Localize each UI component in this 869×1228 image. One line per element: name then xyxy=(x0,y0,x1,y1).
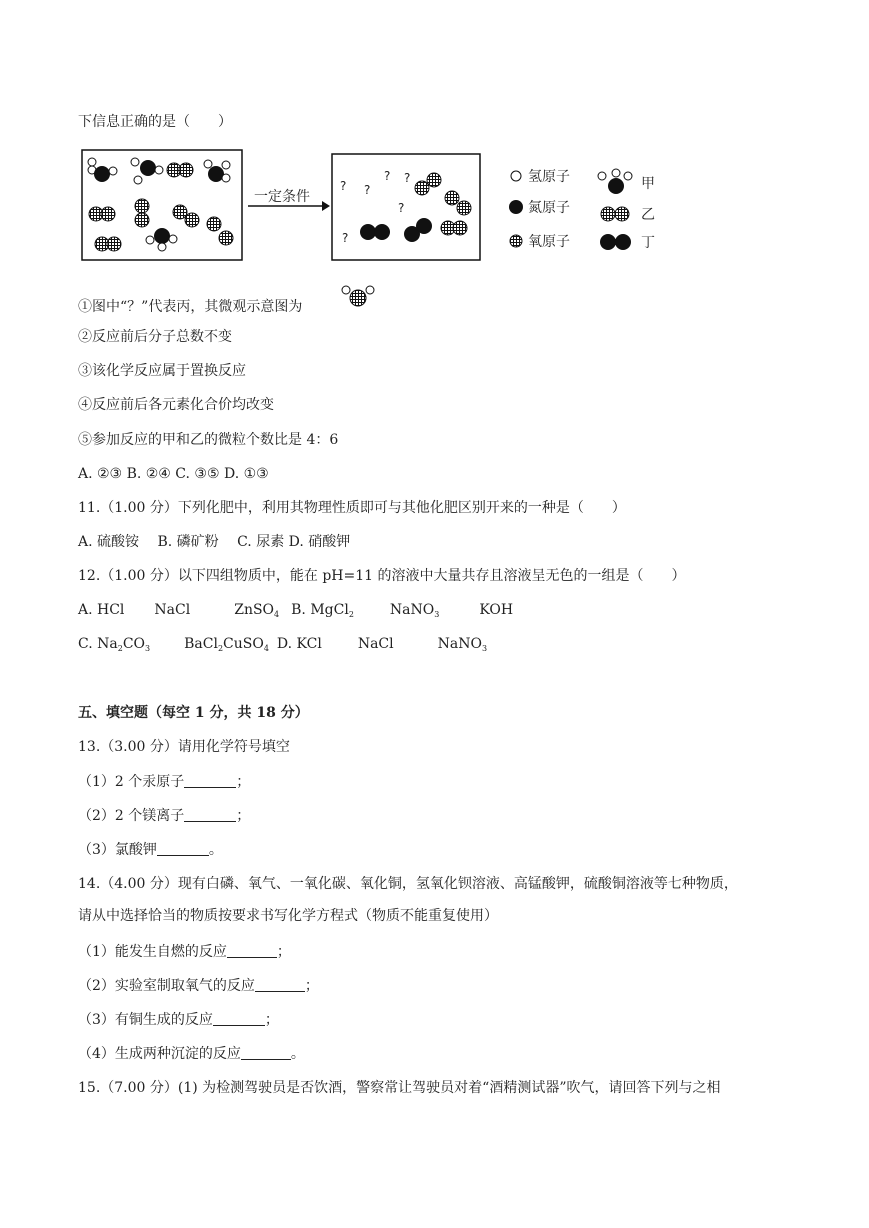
answer-blank[interactable] xyxy=(184,807,236,822)
svg-text:?: ? xyxy=(340,179,347,193)
q14-stem: 14.（4.00 分）现有白磷、氧气、一氧化碳、氧化铜，氢氧化钡溶液、高锰酸钾，硫酸铜溶液等七种物质， xyxy=(78,876,738,892)
svg-text:氧原子: 氧原子 xyxy=(528,234,570,250)
answer-blank[interactable] xyxy=(157,841,209,856)
jia-molecule xyxy=(204,160,230,182)
q12-options-ab: A. HCl NaCl ZnSO$_4$ B. MgCl$_2$ NaNO$_3$ KOH xyxy=(78,602,514,619)
answer-blank[interactable] xyxy=(184,773,236,788)
q14-stem-2: 请从中选择恰当的物质按要求书写化学方程式（物质不能重复使用） xyxy=(78,908,498,924)
answer-blank[interactable] xyxy=(227,943,277,958)
jia-molecule xyxy=(146,228,177,251)
statement-4: ④反应前后各元素化合价均改变 xyxy=(78,397,274,413)
q13-stem: 13.（3.00 分）请用化学符号填空 xyxy=(78,739,290,755)
jia-molecule xyxy=(88,158,117,182)
q13-item-2: （2）2 个镁离子 ； xyxy=(78,808,251,824)
q13-item-1: （1）2 个汞原子 ； xyxy=(78,774,251,790)
q11-options: A. 硫酸铵 B. 磷矿粉 C. 尿素 D. 硝酸钾 xyxy=(78,534,351,550)
svg-text:?: ? xyxy=(404,171,411,185)
q14-item-2: （2）实验室制取氧气的反应 ； xyxy=(78,978,319,994)
answer-blank[interactable] xyxy=(255,977,305,992)
reaction-diagram xyxy=(78,146,678,266)
q15-stem: 15.（7.00 分）(1) 为检测驾驶员是否饮酒，警察常让驾驶员对着“酒精测试器”吹气，请回答下列与之相 xyxy=(78,1080,721,1096)
q14-item-4: （4）生成两种沉淀的反应 。 xyxy=(78,1046,305,1062)
svg-text:?: ? xyxy=(342,231,349,245)
statement-2: ②反应前后分子总数不变 xyxy=(78,329,232,345)
q10-options: A. ②③ B. ②④ C. ③⑤ D. ①③ xyxy=(78,466,269,482)
svg-text:?: ? xyxy=(398,201,405,215)
svg-text:氢原子: 氢原子 xyxy=(528,169,570,185)
q11-stem: 11.（1.00 分）下列化肥中，利用其物理性质即可与其他化肥区别开来的一种是（ ） xyxy=(78,500,626,516)
answer-blank[interactable] xyxy=(213,1011,265,1026)
q14-item-3: （3）有铜生成的反应 ； xyxy=(78,1012,279,1028)
q12-options-cd: C. $Na_2CO_3$ BaCl$_2$CuSO$_4$ D. KCl NaCl NaNO$_3$ xyxy=(78,636,488,653)
statement-5: ⑤参加反应的甲和乙的微粒个数比是 4：6 xyxy=(78,432,339,448)
svg-text:氮原子: 氮原子 xyxy=(528,200,570,216)
bing-molecule-icon xyxy=(340,284,380,310)
legend xyxy=(509,169,655,251)
q13-item-3: （3）氯酸钾 。 xyxy=(78,842,223,858)
statement-1: ①图中“？”代表丙，其微观示意图为 xyxy=(78,299,303,315)
q12-stem: 12.（1.00 分）以下四组物质中，能在 pH=11 的溶液中大量共存且溶液呈无色的一组是（ ） xyxy=(78,568,686,584)
svg-text:?: ? xyxy=(384,169,391,183)
section-heading: 五、填空题（每空 1 分，共 18 分） xyxy=(78,705,309,721)
jia-molecule xyxy=(131,158,163,184)
q14-item-1: （1）能发生自燃的反应 ； xyxy=(78,944,291,960)
svg-text:甲: 甲 xyxy=(641,176,655,192)
svg-text:?: ? xyxy=(364,183,371,197)
intro-text: 下信息正确的是（ ） xyxy=(78,114,232,130)
svg-text:丁: 丁 xyxy=(641,235,655,251)
answer-blank[interactable] xyxy=(241,1045,291,1060)
arrow-label: 一定条件 xyxy=(254,189,310,205)
svg-text:乙: 乙 xyxy=(641,207,655,223)
statement-3: ③该化学反应属于置换反应 xyxy=(78,363,246,379)
